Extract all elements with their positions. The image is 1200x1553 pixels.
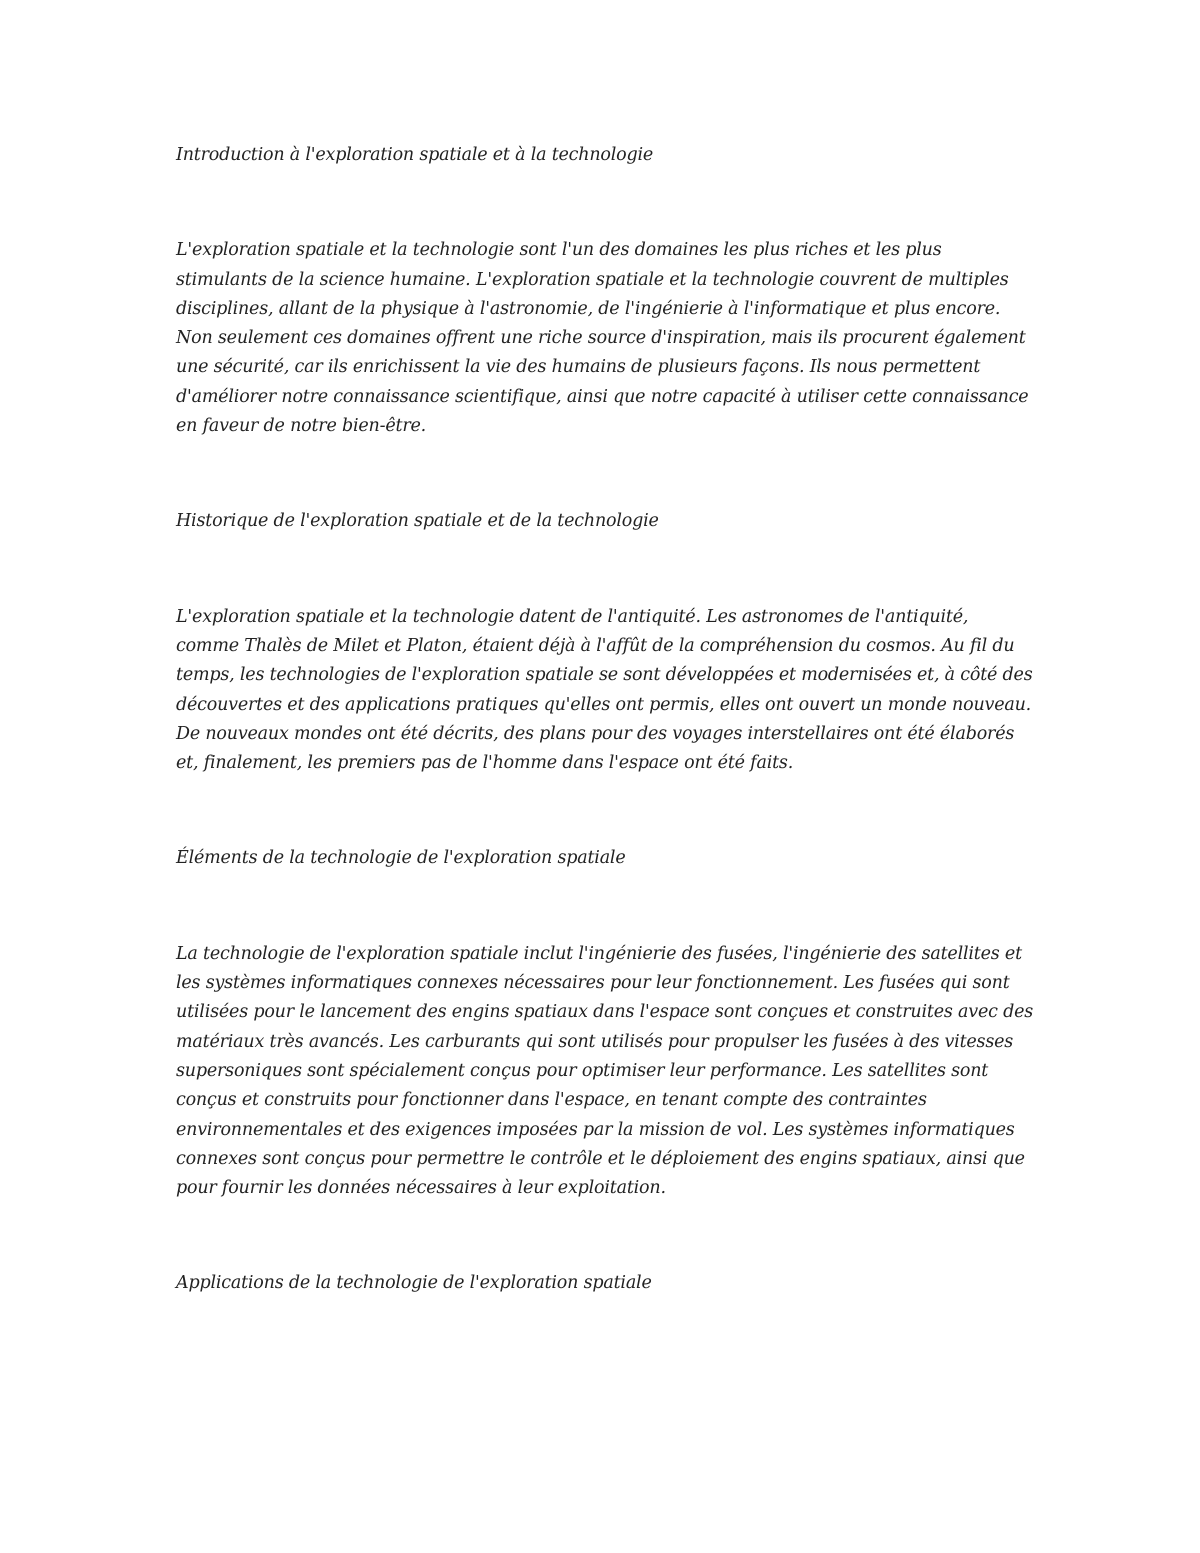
section-heading: Éléments de la technologie de l'exploration spatiale [176,848,626,869]
spacer [176,874,1036,940]
spacer [176,537,1036,603]
spacer [176,170,1036,236]
section-paragraph: L'exploration spatiale et la technologie datent de l'antiquité. Les astronomes de l'antiquité, comme Thalès de Milet et Platon, étaient déjà à l'affût de la compréhension du cosmos. Au fil du temps, les technologies de l'exploration spatiale se sont développées et modernisées et, à côté des découvertes et des applications pratiques qu'elles ont permis, elles ont ouvert un monde nouveau. De nouveaux mondes ont été décrits, des plans pour des voyages interstellaires ont été élaborés et, finalement, les premiers pas de l'homme dans l'espace ont été faits. [176,606,1033,774]
section-heading: Introduction à l'exploration spatiale et à la technologie [176,145,654,165]
section-heading: Applications de la technologie de l'exploration spatiale [176,1273,652,1294]
spacer [176,778,1036,844]
document-body [176,141,1036,1299]
section-paragraph: La technologie de l'exploration spatiale inclut l'ingénierie des fusées, l'ingénierie des satellites et les systèmes informatiques connexes nécessaires pour leur fonctionnement. Les fusées qui sont utilisées pour le lancement des engins spatiaux dans l'espace sont conçues et construites avec des matériaux très avancés. Les carburants qui sont utilisés pour propulser les fusées à des vitesses supersoniques sont spécialement conçus pour optimiser leur performance. Les satellites sont conçus et construits pour fonctionner dans l'espace, en tenant compte des contraintes environnementales et des exigences imposées par la mission de vol. Les systèmes informatiques connexes sont conçus pour permettre le contrôle et le déploiement des engins spatiaux, ainsi que pour fournir les données nécessaires à leur exploitation. [176,943,1034,1199]
spacer [176,441,1036,507]
section-paragraph: L'exploration spatiale et la technologie sont l'un des domaines les plus riches et les plus stimulants de la science humaine. L'exploration spatiale et la technologie couvrent de multiples disciplines, allant de la physique à l'astronomie, de l'ingénierie à l'informatique et plus encore. Non seulement ces domaines offrent une riche source d'inspiration, mais ils procurent également une sécurité, car ils enrichissent la vie des humains de plusieurs façons. Ils nous permettent d'améliorer notre connaissance scientifique, ainsi que notre capacité à utiliser cette connaissance en faveur de notre bien-être. [176,240,1029,437]
spacer [176,1203,1036,1269]
section-heading: Historique de l'exploration spatiale et de la technologie [176,511,659,532]
